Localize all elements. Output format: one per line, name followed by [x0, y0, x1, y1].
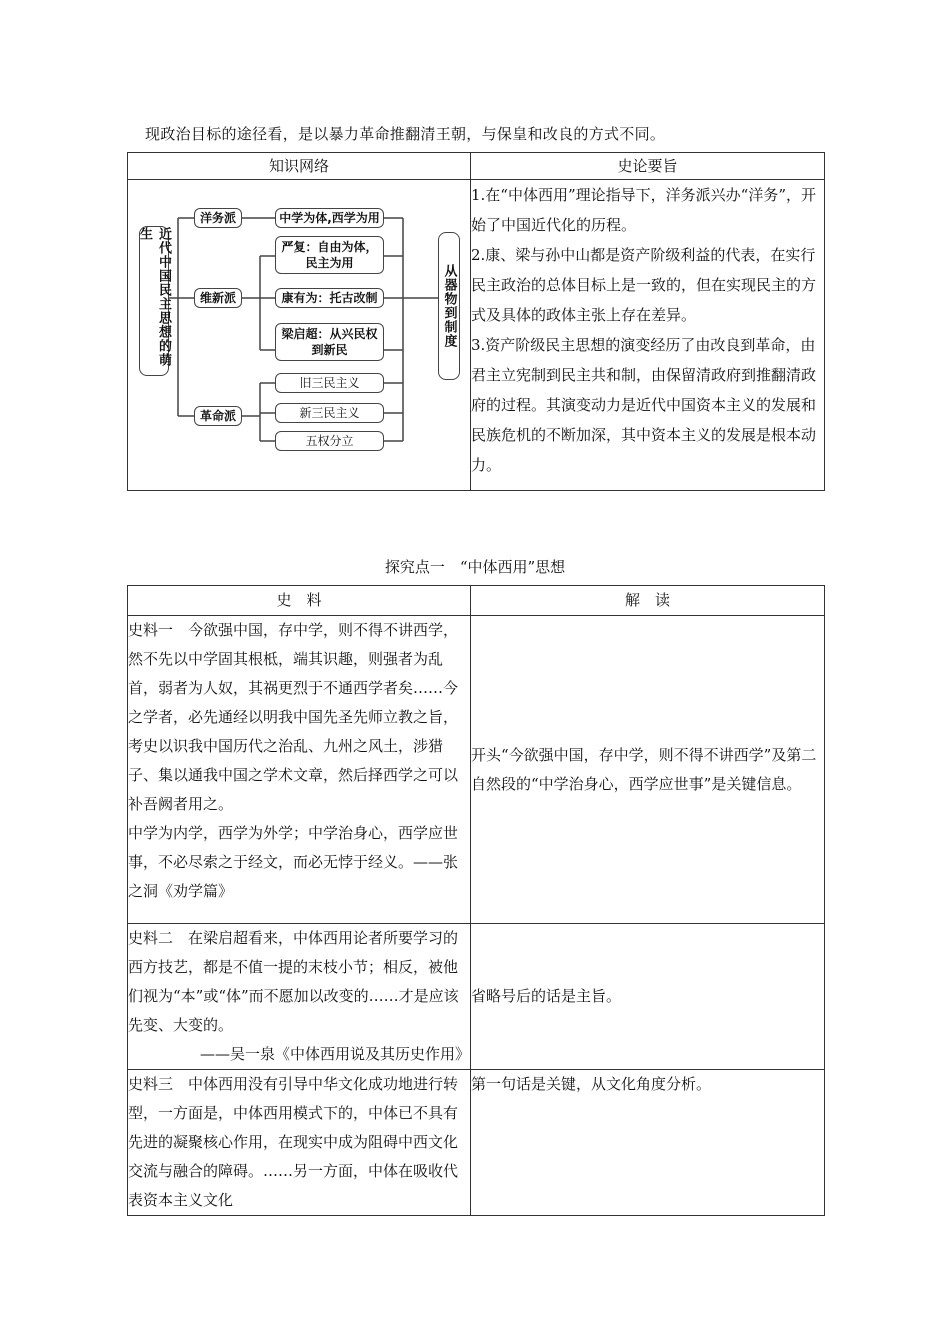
key-point-3: 3.资产阶级民主思想的演变经历了由改良到革命，由君主立宪制到民主共和制，由保留清政府到推翻清政府的过程。其演变动力是近代中国资本主义的发展和民族危机的不断加深，其中资本主义的发展是根本动力。 — [471, 336, 817, 474]
header-sources: 史 料 — [128, 586, 471, 616]
source-2-para-1: 史料二 在梁启超看来，中体西用论者所要学习的西方技艺，都是不值一提的末枝小节；相反，被他们视为“本”或“体”而不愿加以改变的……才是应该先变、大变的。 — [128, 929, 459, 1034]
reading-2-text: 省略号后的话是主旨。 — [471, 987, 622, 1005]
source-2 — [128, 924, 471, 1070]
item-zhongti-xiyong: 中学为体,西学为用 — [275, 208, 384, 228]
header-key-points: 史论要旨 — [471, 153, 825, 180]
intro-text: 现政治目标的途径看，是以暴力革命推翻清王朝，与保皇和改良的方式不同。 — [145, 125, 666, 143]
key-points — [471, 180, 825, 491]
key-point-2: 2.康、梁与孙中山都是资产阶级利益的代表，在实行民主政治的总体目标上是一致的，但在实现民主的方式及具体的政体主张上存在差异。 — [471, 246, 817, 324]
key-point-1: 1.在“中体西用”理论指导下，洋务派兴办“洋务”，开始了中国近代化的历程。 — [471, 186, 816, 234]
group-yangwu: 洋务派 — [194, 208, 242, 228]
source-1 — [128, 616, 471, 924]
diagram-root: 近代中国民主思想的萌生 — [139, 226, 169, 376]
source-3-para-1: 史料三 中体西用没有引导中华文化成功地进行转型，一方面是，中体西用模式下的，中体已不具有先进的凝聚核心作用，在现实中成为阻碍中西文化交流与融合的障碍。……另一方面，中体在吸收代表资本主义文化 — [128, 1075, 459, 1209]
knowledge-table — [127, 152, 825, 491]
item-five-powers: 五权分立 — [275, 431, 384, 451]
source-2-signature: ——吴一泉《中体西用说及其历史作用》 — [199, 1045, 470, 1063]
knowledge-diagram — [128, 180, 471, 490]
header-knowledge-network: 知识网络 — [128, 153, 471, 180]
group-weixin: 维新派 — [194, 288, 242, 308]
source-1-para-2: 中学为内学，西学为外学；中学治身心，西学应世事，不必尽索之于经文，而必无悖于经义。——张之洞《劝学篇》 — [128, 824, 459, 900]
source-3 — [128, 1070, 471, 1216]
diagram-right-label: 从器物到制度 — [438, 232, 460, 380]
item-yan-fu: 严复：自由为体，民主为用 — [275, 236, 384, 274]
item-liang-qichao: 梁启超：从兴民权到新民 — [275, 323, 384, 361]
group-geming: 革命派 — [194, 406, 242, 426]
item-kang-youwei: 康有为：托古改制 — [275, 288, 384, 308]
header-interpretation: 解 读 — [471, 586, 825, 616]
reading-2 — [471, 924, 825, 1070]
section-title: 探究点一 “中体西用”思想 — [384, 558, 566, 576]
reading-3 — [471, 1070, 825, 1216]
item-old-three-principles: 旧三民主义 — [275, 373, 384, 393]
reading-3-text: 第一句话是关键，从文化角度分析。 — [471, 1075, 712, 1093]
source-1-para-1: 史料一 今欲强中国，存中学，则不得不讲西学，然不先以中学固其根柢，端其识趣，则强者为乱首，弱者为人奴，其祸更烈于不通西学者矣……今之学者，必先通经以明我中国先圣先师立教之旨，考史以识我中国历代之治乱、九州之风土，涉猎子、集以通我中国之学术文章，然后择西学之可以补吾阙者用之。 — [128, 621, 459, 813]
source-analysis-table — [127, 585, 825, 1216]
reading-1-text: 开头“今欲强中国，存中学，则不得不讲西学”及第二自然段的“中学治身心，西学应世事”是关键信息。 — [471, 745, 817, 793]
item-new-three-principles: 新三民主义 — [275, 403, 384, 423]
reading-1 — [471, 616, 825, 924]
